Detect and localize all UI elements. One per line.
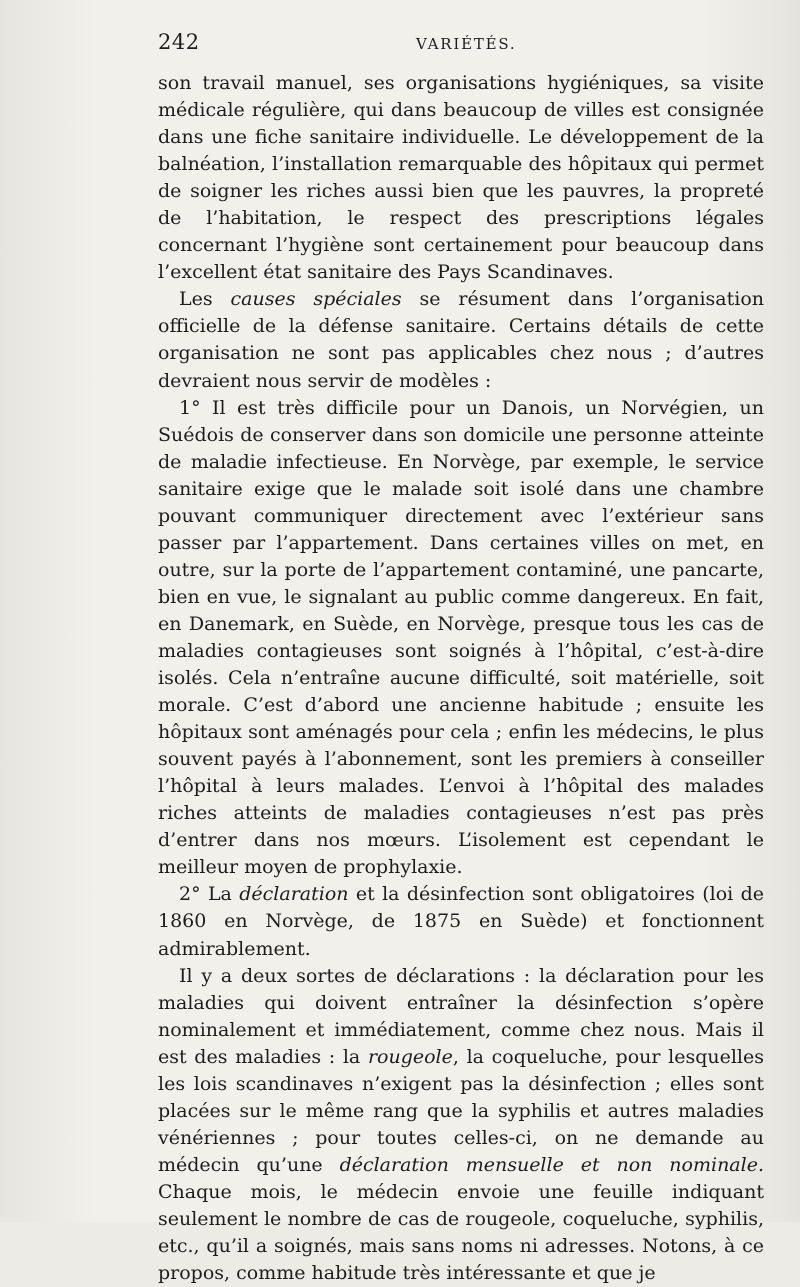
body-text xyxy=(158,70,764,1287)
italic-term: déclaration mensuelle et non nominale. xyxy=(339,1153,764,1176)
paragraph-text: et la désinfection sont obligatoires (loi de 1860 en Norvège, de 1875 en Suède) et fonctionnent admirablement. xyxy=(158,883,764,960)
running-title: VARIÉTÉS. xyxy=(416,35,517,53)
paragraph-2 xyxy=(158,286,764,394)
paragraph-text: Il y a deux sortes de déclarations : la déclaration pour les maladies qui doivent entraîner la désinfection s’opère nominalement et immédiatement, comme chez nous. Mais il est des maladies : la xyxy=(158,964,764,1068)
paragraph-text: 2° La xyxy=(179,883,240,906)
paragraph-5 xyxy=(158,963,764,1287)
paragraph-text: se résument dans l’organisation officielle de la défense sanitaire. Certains détails de cette organisation ne sont pas applicables chez nous ; d’autres devraient nous servir de modèles : xyxy=(158,288,765,392)
paragraph-text: son travail manuel, ses organisations hygiéniques, sa visite médicale régulière, qui dans beaucoup de villes est consignée dans une fiche sanitaire individuelle. Le développement de la balnéation, l’installation remarquable des hôpitaux qui permet de soigner les riches aussi bien que les pauvres, la propreté de l’habitation, le respect des prescriptions légales concernant l’hygiène sont certainement pour beaucoup dans l’excellent état sanitaire des Pays Scandinaves. xyxy=(158,72,764,284)
page-header xyxy=(158,30,764,58)
italic-term: déclaration xyxy=(239,883,349,906)
paragraph-3 xyxy=(158,395,764,882)
italic-term: rougeole xyxy=(367,1045,453,1068)
paragraph-text: Chaque mois, le médecin envoie une feuille indiquant seulement le nombre de cas de rougeole, coqueluche, syphilis, etc., qu’il a soignés, mais sans noms ni adresses. Notons, à ce propos, comme habitude très intéressante et que je xyxy=(158,1180,764,1285)
paragraph-text: 1° Il est très difficile pour un Danois, un Norvégien, un Suédois de conserver dans son domicile une personne atteinte de maladie infectieuse. En Norvège, par exemple, le service sanitaire exige que le malade soit isolé dans une chambre pouvant communiquer directement avec l’extérieur sans passer par l’appartement. Dans certaines villes on met, en outre, sur la porte de l’appartement contaminé, une pancarte, bien en vue, le signalant au public comme dangereux. En fait, en Danemark, en Suède, en Norvège, presque tous les cas de maladies contagieuses sont soignés à l’hôpital, c’est-à-dire isolés. Cela n’entraîne aucune difficulté, soit matérielle, soit morale. C’est d’abord une ancienne habitude ; ensuite les hôpitaux sont aménagés pour cela ; enfin les médecins, le plus souvent payés à l’abonnement, sont les premiers à conseiller l’hôpital à leurs malades. L’envoi à l’hôpital des malades riches atteints de maladies contagieuses n’est pas près d’entrer dans nos mœurs. L’isolement est cependant le meilleur moyen de prophylaxie. xyxy=(158,396,764,879)
italic-term: causes spéciales xyxy=(230,288,402,311)
paragraph-text: Les xyxy=(179,288,231,311)
paragraph-1 xyxy=(158,70,764,286)
paragraph-text: , la coqueluche, pour lesquelles les lois scandinaves n’exigent pas la désinfection ; elles sont placées sur le même rang que la syphilis et autres maladies vénériennes ; pour toutes celles-ci, on ne demande au médecin qu’une xyxy=(158,1045,764,1176)
paragraph-4 xyxy=(158,881,764,962)
page-number: 242 xyxy=(158,30,200,54)
